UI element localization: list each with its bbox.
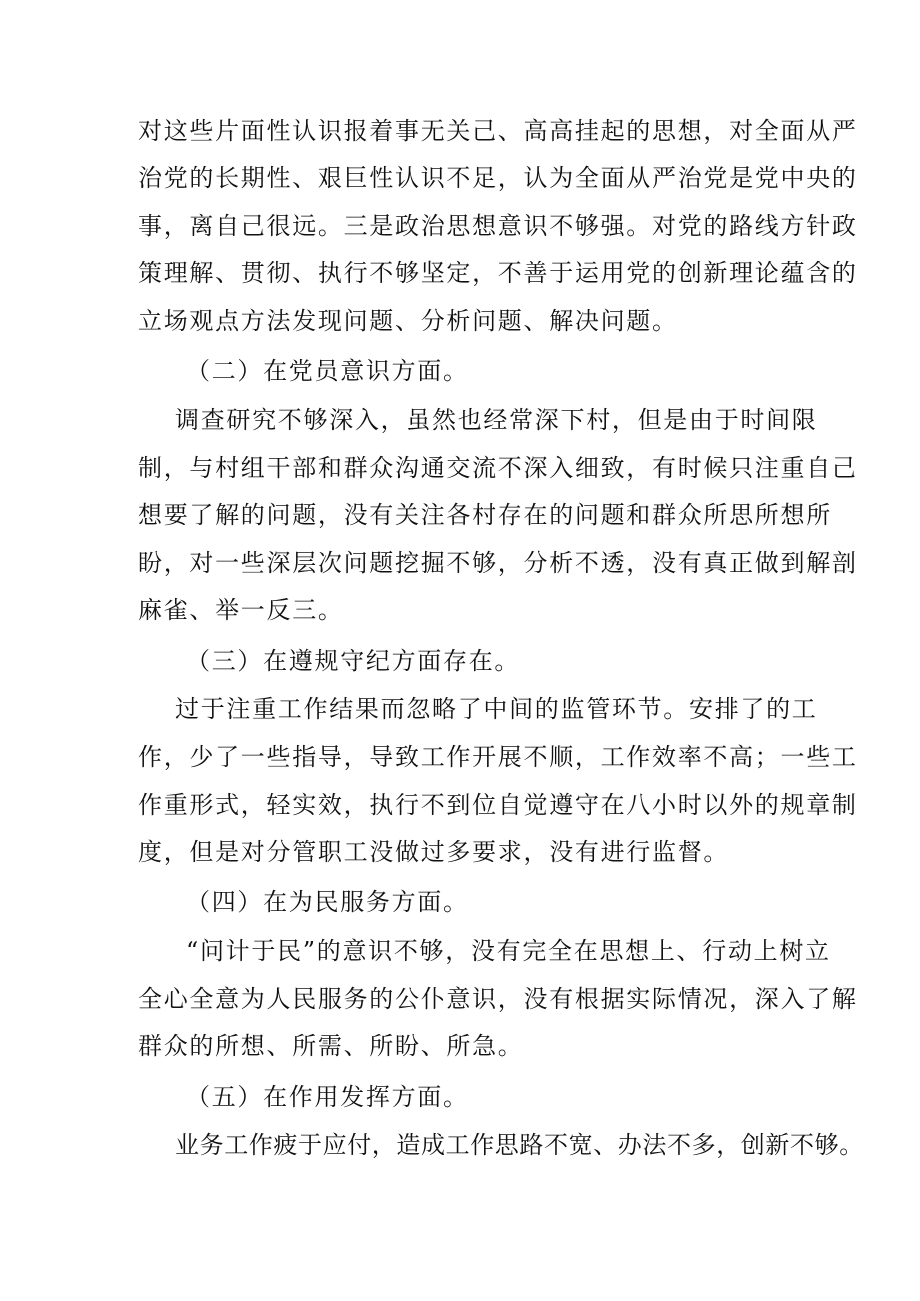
text-line: 制，与村组干部和群众沟通交流不深入细致，有时候只注重自己 <box>138 454 858 482</box>
text-line: 调查研究不够深入，虽然也经常深下村，但是由于时间限 <box>175 406 818 434</box>
section-heading-serving-people: （四）在为民服务方面。 <box>186 888 469 916</box>
text-line: 过于注重工作结果而忽略了中间的监管环节。安排了的工 <box>175 695 818 723</box>
text-line: 全心全意为人民服务的公仆意识，没有根据实际情况，深入了解 <box>138 985 858 1013</box>
text-line: 业务工作疲于应付，造成工作思路不宽、办法不多，创新不够。 <box>175 1131 864 1159</box>
section-heading-party-member-awareness: （二）在党员意识方面。 <box>186 357 469 385</box>
text-line: 盼，对一些深层次问题挖掘不够，分析不透，没有真正做到解剖 <box>138 549 858 577</box>
text-line: 麻雀、举一反三。 <box>138 596 344 624</box>
text-line: 作，少了一些指导，导致工作开展不顺，工作效率不高；一些工 <box>138 743 858 771</box>
text-line: 群众的所想、所需、所盼、所急。 <box>138 1032 524 1060</box>
text-line: 策理解、贯彻、执行不够坚定，不善于运用党的创新理论蕴含的 <box>138 259 858 287</box>
text-line: 想要了解的问题，没有关注各村存在的问题和群众所思所想所 <box>138 501 832 529</box>
text-line: 度，但是对分管职工没做过多要求，没有进行监督。 <box>138 838 730 866</box>
section-heading-role-playing: （五）在作用发挥方面。 <box>186 1083 469 1111</box>
text-line: 作重形式，轻实效，执行不到位自觉遵守在八小时以外的规章制 <box>138 791 858 819</box>
text-line: 治党的长期性、艰巨性认识不足，认为全面从严治党是党中央的 <box>138 164 858 192</box>
text-line: 对这些片面性认识报着事无关己、高高挂起的思想，对全面从严 <box>138 117 858 145</box>
text-line: “问计于民”的意识不够，没有完全在思想上、行动上树立 <box>186 937 831 965</box>
text-line: 事，离自己很远。三是政治思想意识不够强。对党的路线方针政 <box>138 212 858 240</box>
text-line: 立场观点方法发现问题、分析问题、解决问题。 <box>138 307 678 335</box>
section-heading-discipline: （三）在遵规守纪方面存在。 <box>186 647 521 675</box>
